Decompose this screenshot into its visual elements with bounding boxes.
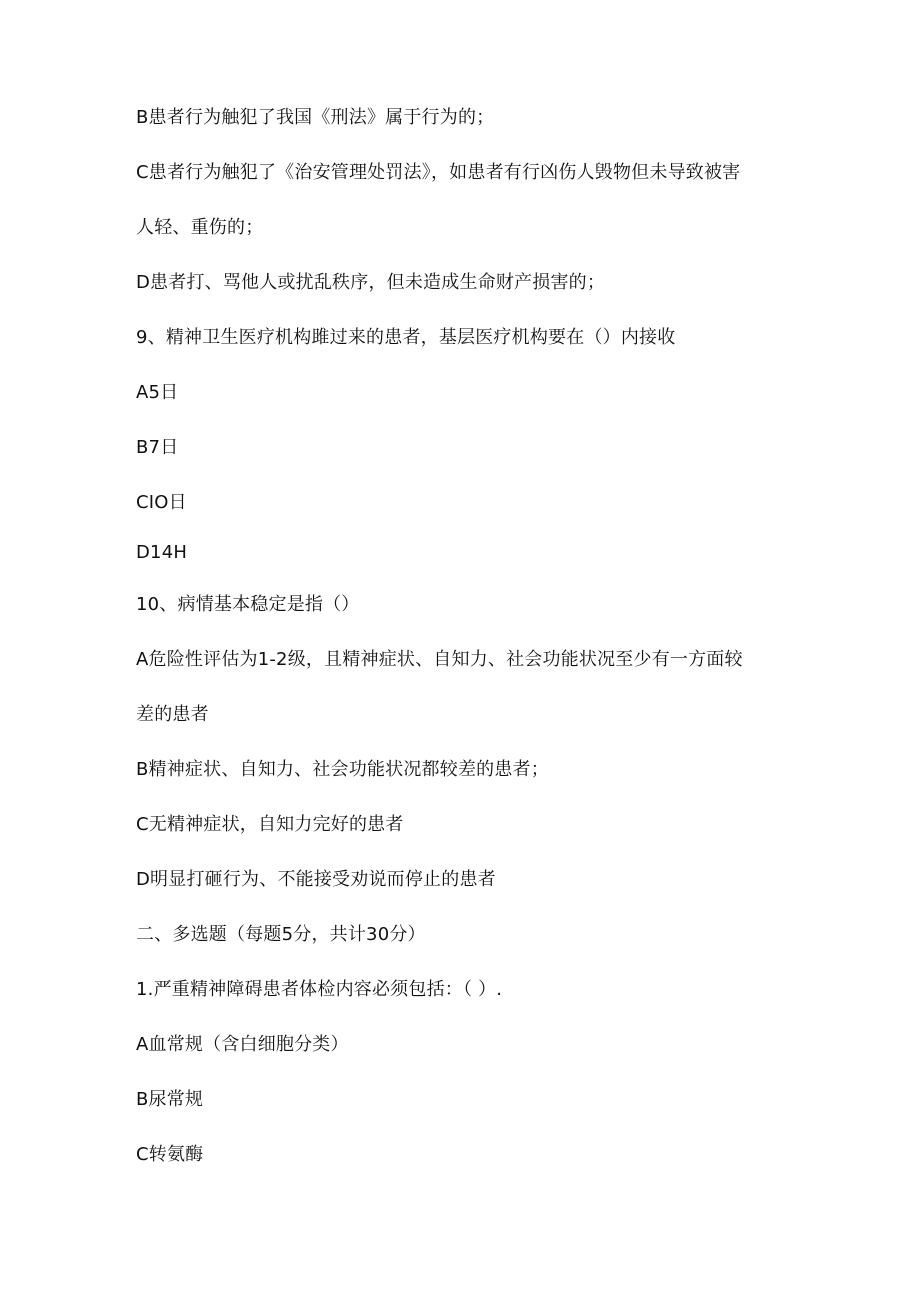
option-line-c-continuation: 人轻、重伤的； bbox=[136, 217, 264, 238]
option-b-poor-function: B精神症状、自知力、社会功能状况都较差的患者； bbox=[136, 759, 549, 780]
option-a-continuation: 差的患者 bbox=[136, 704, 209, 725]
option-c-transaminase: C转氨酶 bbox=[136, 1144, 204, 1165]
option-b-urine-routine: B尿常规 bbox=[136, 1089, 204, 1110]
section-heading-multiple-choice: 二、多选题（每题5分，共计30分） bbox=[136, 924, 426, 945]
option-a-risk-level: A危险性评估为1-2级，且精神症状、自知力、社会功能状况至少有一方面较 bbox=[136, 649, 743, 670]
question-10: 10、病情基本稳定是指（） bbox=[136, 594, 360, 615]
option-d-14-days: D14H bbox=[136, 542, 188, 563]
option-b-7-days: B7日 bbox=[136, 437, 179, 458]
option-a-blood-routine: A血常规（含白细胞分类） bbox=[136, 1034, 349, 1055]
option-line-b-criminal-law: B患者行为触犯了我国《刑法》属于行为的； bbox=[136, 107, 495, 128]
question-9: 9、精神卫生医疗机构雎过来的患者，基层医疗机构要在（）内接收 bbox=[136, 327, 676, 348]
option-c-10-days: CIO日 bbox=[136, 492, 187, 513]
option-line-c-public-security: C患者行为触犯了《治安管理处罚法》，如患者有行凶伤人毁物但未导致被害 bbox=[136, 162, 741, 183]
option-c-no-symptoms: C无精神症状，自知力完好的患者 bbox=[136, 814, 404, 835]
option-a-5-days: A5日 bbox=[136, 382, 179, 403]
option-line-d-disturbance: D患者打、骂他人或扰乱秩序，但未造成生命财产损害的； bbox=[136, 272, 606, 293]
option-d-obvious-behavior: D明显打砸行为、不能接受劝说而停止的患者 bbox=[136, 869, 496, 890]
multi-question-1: 1.严重精神障碍患者体检内容必须包括：（ ）. bbox=[136, 979, 503, 1000]
